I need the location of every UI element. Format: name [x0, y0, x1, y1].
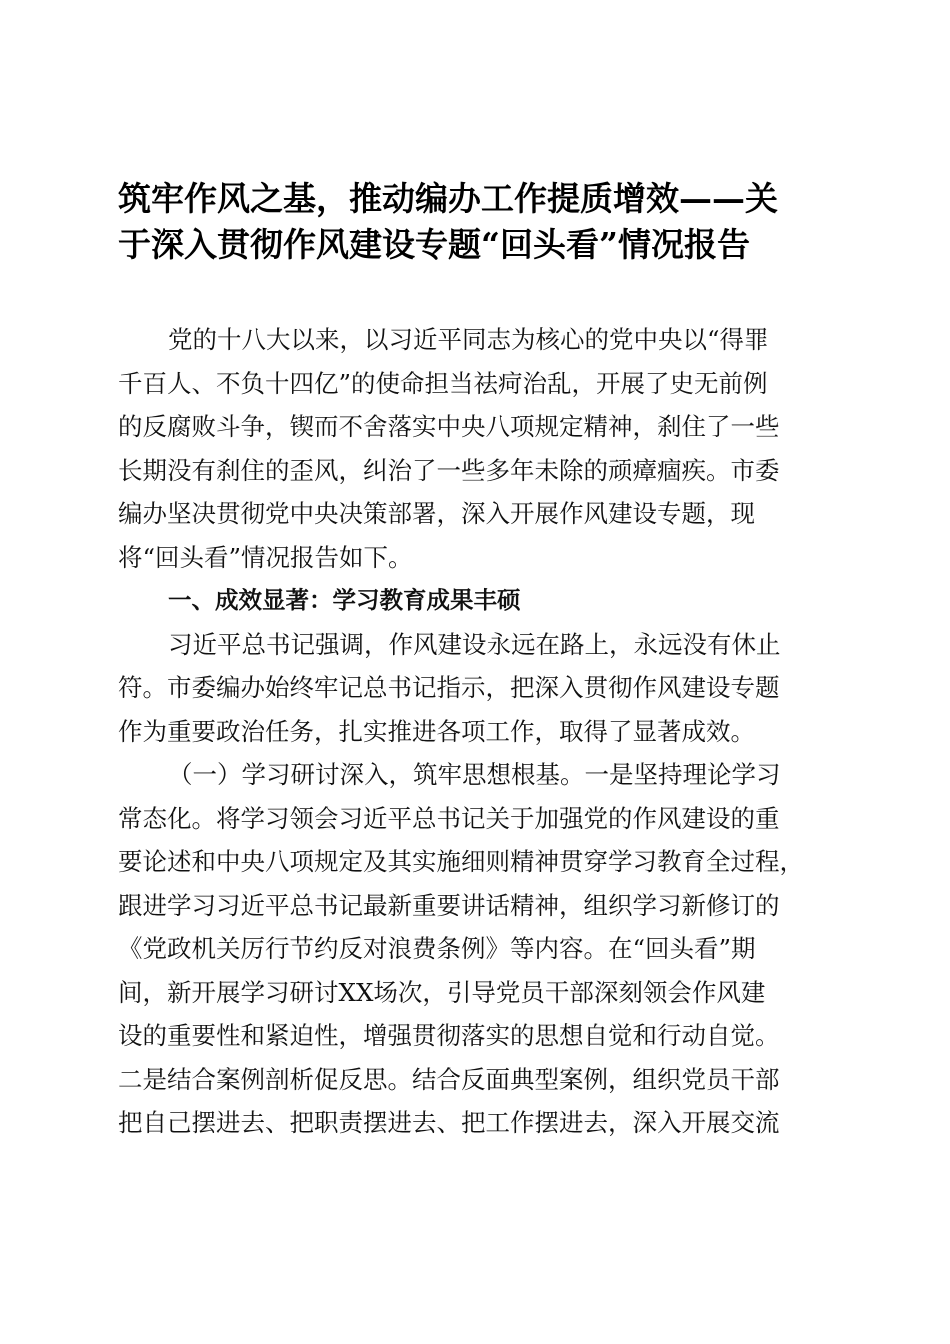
intro-line: 编办坚决贯彻党中央决策部署，深入开展作风建设专题，现	[118, 499, 755, 528]
title-line-1: 筑牢作风之基，推动编办工作提质增效——关	[118, 179, 778, 218]
document-title	[118, 176, 838, 268]
subsection1-line: 常态化。将学习领会习近平总书记关于加强党的作风建设的重	[118, 803, 780, 833]
title-line-2: 于深入贯彻作风建设专题“回头看”情况报告	[118, 225, 750, 264]
subsection1-line: （一）学习研讨深入，筑牢思想根基。一是坚持理论学习	[168, 760, 781, 789]
subsection1-line: 《党政机关厉行节约反对浪费条例》等内容。在“回头看”期	[118, 934, 756, 963]
subsection1-paragraph	[118, 753, 828, 1145]
section-heading: 一、成效显著：学习教育成果丰硕	[168, 586, 521, 614]
document-body	[118, 318, 828, 1145]
section1-line: 作为重要政治任务，扎实推进各项工作，取得了显著成效。	[118, 716, 755, 746]
subsection1-line: 二是结合案例剖析促反思。结合反面典型案例，组织党员干部	[118, 1064, 780, 1094]
section1-line: 习近平总书记强调，作风建设永远在路上，永远没有休止	[168, 629, 781, 659]
section1-paragraph	[118, 623, 828, 754]
intro-line: 千百人、不负十四亿”的使命担当祛疴治乱，开展了史无前例	[118, 368, 768, 398]
subsection1-line: 把自己摆进去、把职责摆进去、把工作摆进去，深入开展交流	[118, 1108, 780, 1137]
subsection1-line: 设的重要性和紧迫性，增强贯彻落实的思想自觉和行动自觉。	[118, 1021, 780, 1050]
intro-line: 将“回头看”情况报告如下。	[118, 542, 413, 572]
subsection1-line: 跟进学习习近平总书记最新重要讲话精神，组织学习新修订的	[118, 890, 780, 920]
intro-line: 的反腐败斗争，锲而不舍落实中央八项规定精神，刹住了一些	[118, 412, 780, 441]
section1-line: 符。市委编办始终牢记总书记指示，把深入贯彻作风建设专题	[118, 673, 780, 702]
intro-line: 长期没有刹住的歪风，纠治了一些多年未除的顽瘴痼疾。市委	[118, 455, 780, 485]
subsection1-line: 要论述和中央八项规定及其实施细则精神贯穿学习教育全过程，	[118, 847, 804, 876]
subsection1-line: 间，新开展学习研讨XX场次，引导党员干部深刻领会作风建	[118, 977, 766, 1007]
intro-paragraph	[118, 318, 828, 579]
intro-line: 党的十八大以来，以习近平同志为核心的党中央以“得罪	[168, 325, 769, 354]
